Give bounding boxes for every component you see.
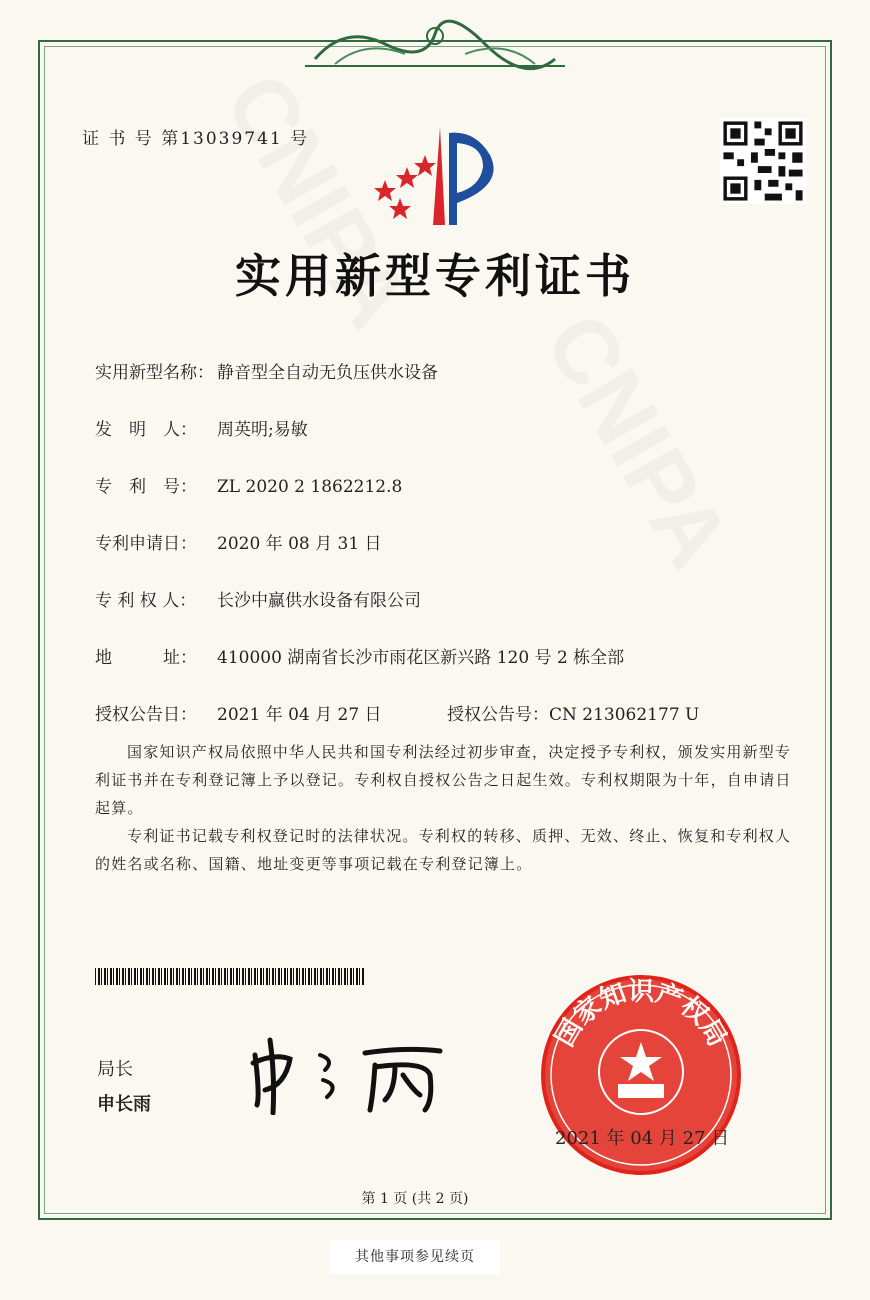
seal-date: 2021 年 04 月 27 日 [555, 1128, 730, 1149]
field-label: 授权公告日： [95, 705, 197, 725]
field-value: ZL 2020 2 1862212.8 [217, 477, 403, 497]
field-value: 周英明;易敏 [217, 420, 308, 440]
page-title: 实用新型专利证书 [235, 249, 635, 303]
field-inventor [95, 415, 308, 440]
field-label: 发 明 人： [95, 420, 197, 440]
barcode [95, 968, 365, 985]
field-patent-number [95, 472, 402, 497]
certificate-number: 证 书 号 第13039741 号 [82, 129, 310, 149]
signature [245, 1035, 455, 1115]
field-label: 专 利 权 人： [95, 591, 197, 611]
field-grant-date [95, 700, 382, 725]
field-application-date [95, 529, 382, 554]
qr-code [720, 118, 806, 204]
field-value: 410000 湖南省长沙市雨花区新兴路 120 号 2 栋全部 [217, 648, 625, 668]
field-label: 实用新型名称： [95, 363, 214, 383]
field-value: 2020 年 08 月 31 日 [217, 534, 382, 554]
field-label: 授权公告号： [447, 705, 549, 725]
field-publication-number [447, 700, 699, 725]
paragraph-grant-statement: 国家知识产权局依照中华人民共和国专利法经过初步审查，决定授予专利权，颁发实用新型专利证书并在专利登记簿上予以登记。专利权自授权公告之日起生效。专利权期限为十年，自申请日起算。 [95, 743, 792, 817]
director-title: 局长 [97, 1059, 133, 1080]
field-utility-model-name [95, 358, 438, 383]
continued-note: 其他事项参见续页 [330, 1240, 500, 1274]
field-value: 2021 年 04 月 27 日 [217, 705, 382, 725]
director-name: 申长雨 [97, 1094, 151, 1115]
top-ornament-icon [305, 14, 565, 74]
svg-text:国家知识产权局: 国家知识产权局 [549, 976, 733, 1052]
field-value: CN 213062177 U [549, 705, 700, 725]
cnipa-logo-icon [365, 125, 515, 230]
field-value: 静音型全自动无负压供水设备 [217, 363, 438, 383]
field-patentee [95, 586, 421, 611]
field-value: 长沙中赢供水设备有限公司 [217, 591, 421, 611]
page-number: 第 1 页 (共 2 页) [361, 1191, 469, 1207]
field-label: 地 址： [95, 648, 197, 668]
field-address [95, 643, 624, 668]
field-label: 专利申请日： [95, 534, 197, 554]
paragraph-legal-status: 专利证书记载专利权登记时的法律状况。专利权的转移、质押、无效、终止、恢复和专利权人的姓名或名称、国籍、地址变更等事项记载在专利登记簿上。 [95, 827, 792, 873]
field-label: 专 利 号： [95, 477, 197, 497]
